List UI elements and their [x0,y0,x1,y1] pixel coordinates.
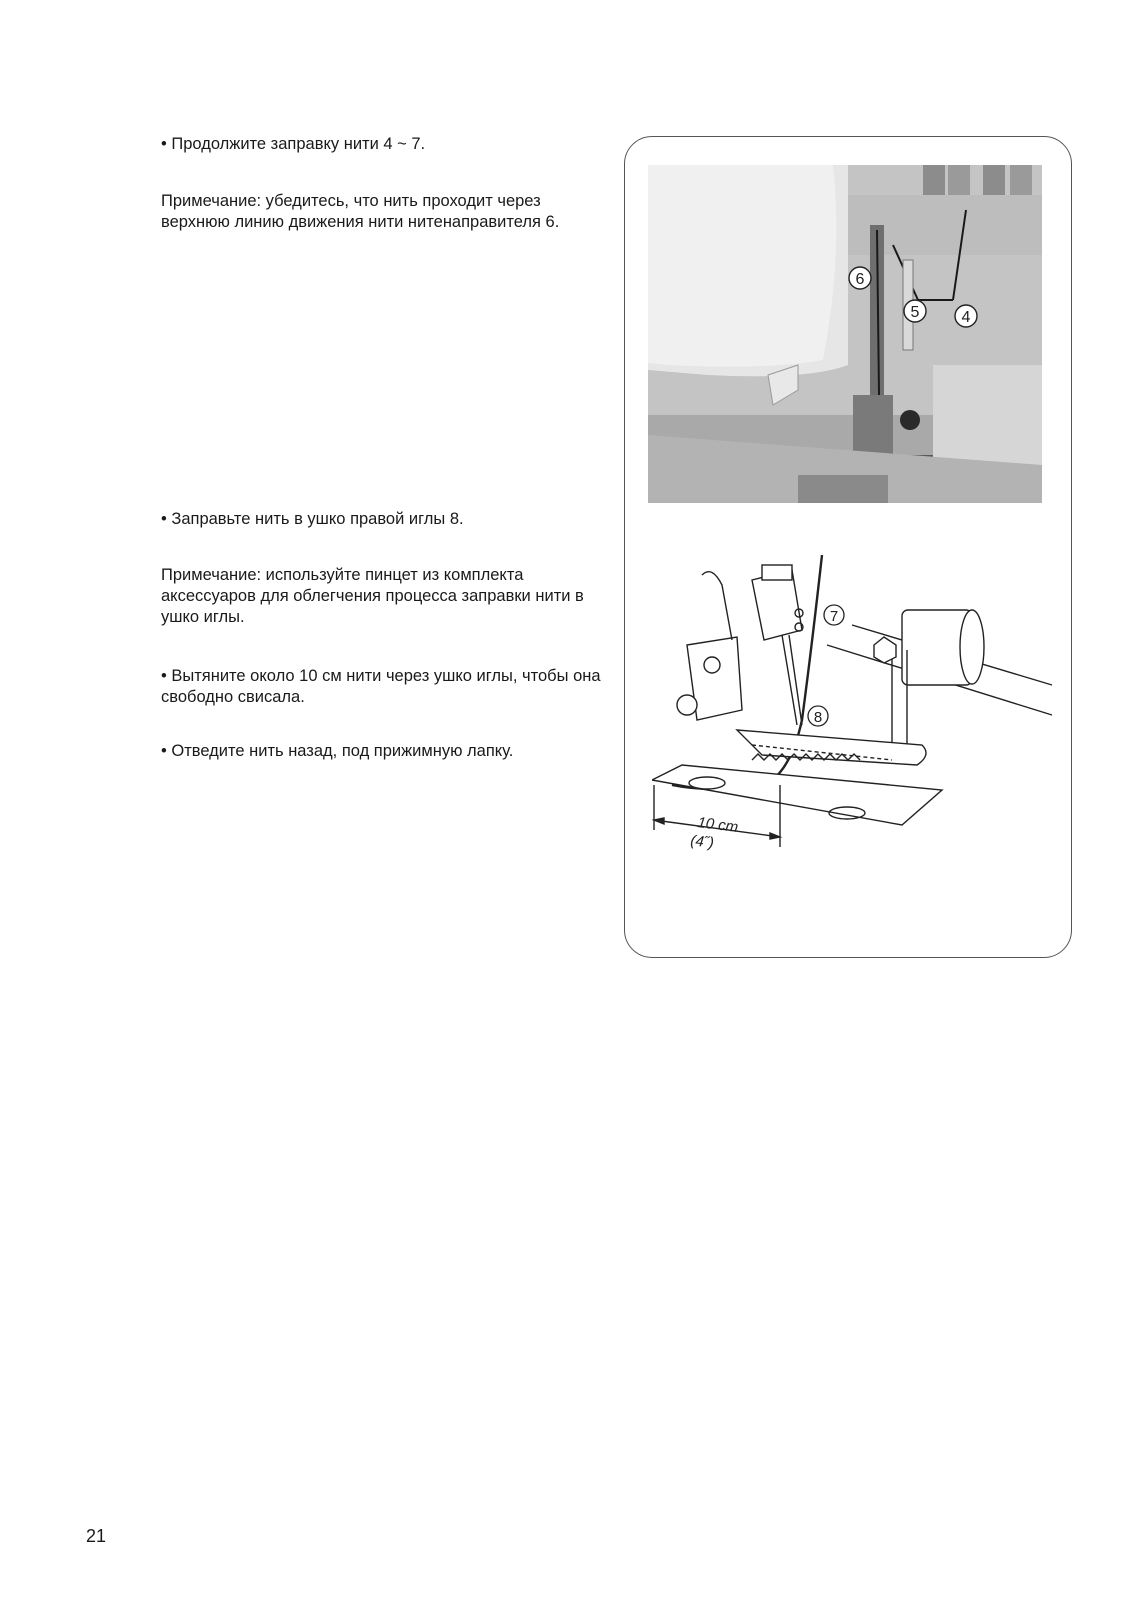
callout-5 [904,300,926,322]
instruction-pull-thread [161,666,601,708]
instruction-text: • Отведите нить назад, под прижимную лапку. [161,742,514,760]
callout-label: 5 [910,304,920,321]
note-upper-path [161,191,601,233]
callout-label: 4 [961,309,971,326]
page-number: 21 [86,1526,107,1546]
threading-photo [648,165,1042,503]
callout-7 [824,605,844,625]
instruction-thread-needle [161,509,601,530]
instruction-under-foot [161,741,601,762]
callout-label: 8 [813,709,823,726]
callout-8 [808,706,828,726]
callout-6 [849,267,871,289]
callout-label: 6 [855,271,865,288]
callout-4 [955,305,977,327]
instruction-text: • Продолжите заправку нити 4 ~ 7. [161,135,426,153]
note-tweezers [161,565,601,628]
callout-label: 7 [829,608,839,625]
instruction-continue-threading [161,134,601,155]
measure-metric-label: 10 cm [696,814,740,836]
instruction-text: • Заправьте нить в ушко правой иглы 8. [161,510,464,528]
needle-drawing [652,545,1057,885]
instruction-text: • Вытяните около 10 см нити через ушко иглы, чтобы она свободно свисала. [161,667,601,706]
note-text: Примечание: убедитесь, что нить проходит через верхнюю линию движения нити нитенаправителя 6. [161,192,560,231]
measure-imperial-label: (4˝) [689,832,715,852]
note-text: Примечание: используйте пинцет из комплекта аксессуаров для облегчения процесса заправки нити в ушко иглы. [161,566,584,626]
